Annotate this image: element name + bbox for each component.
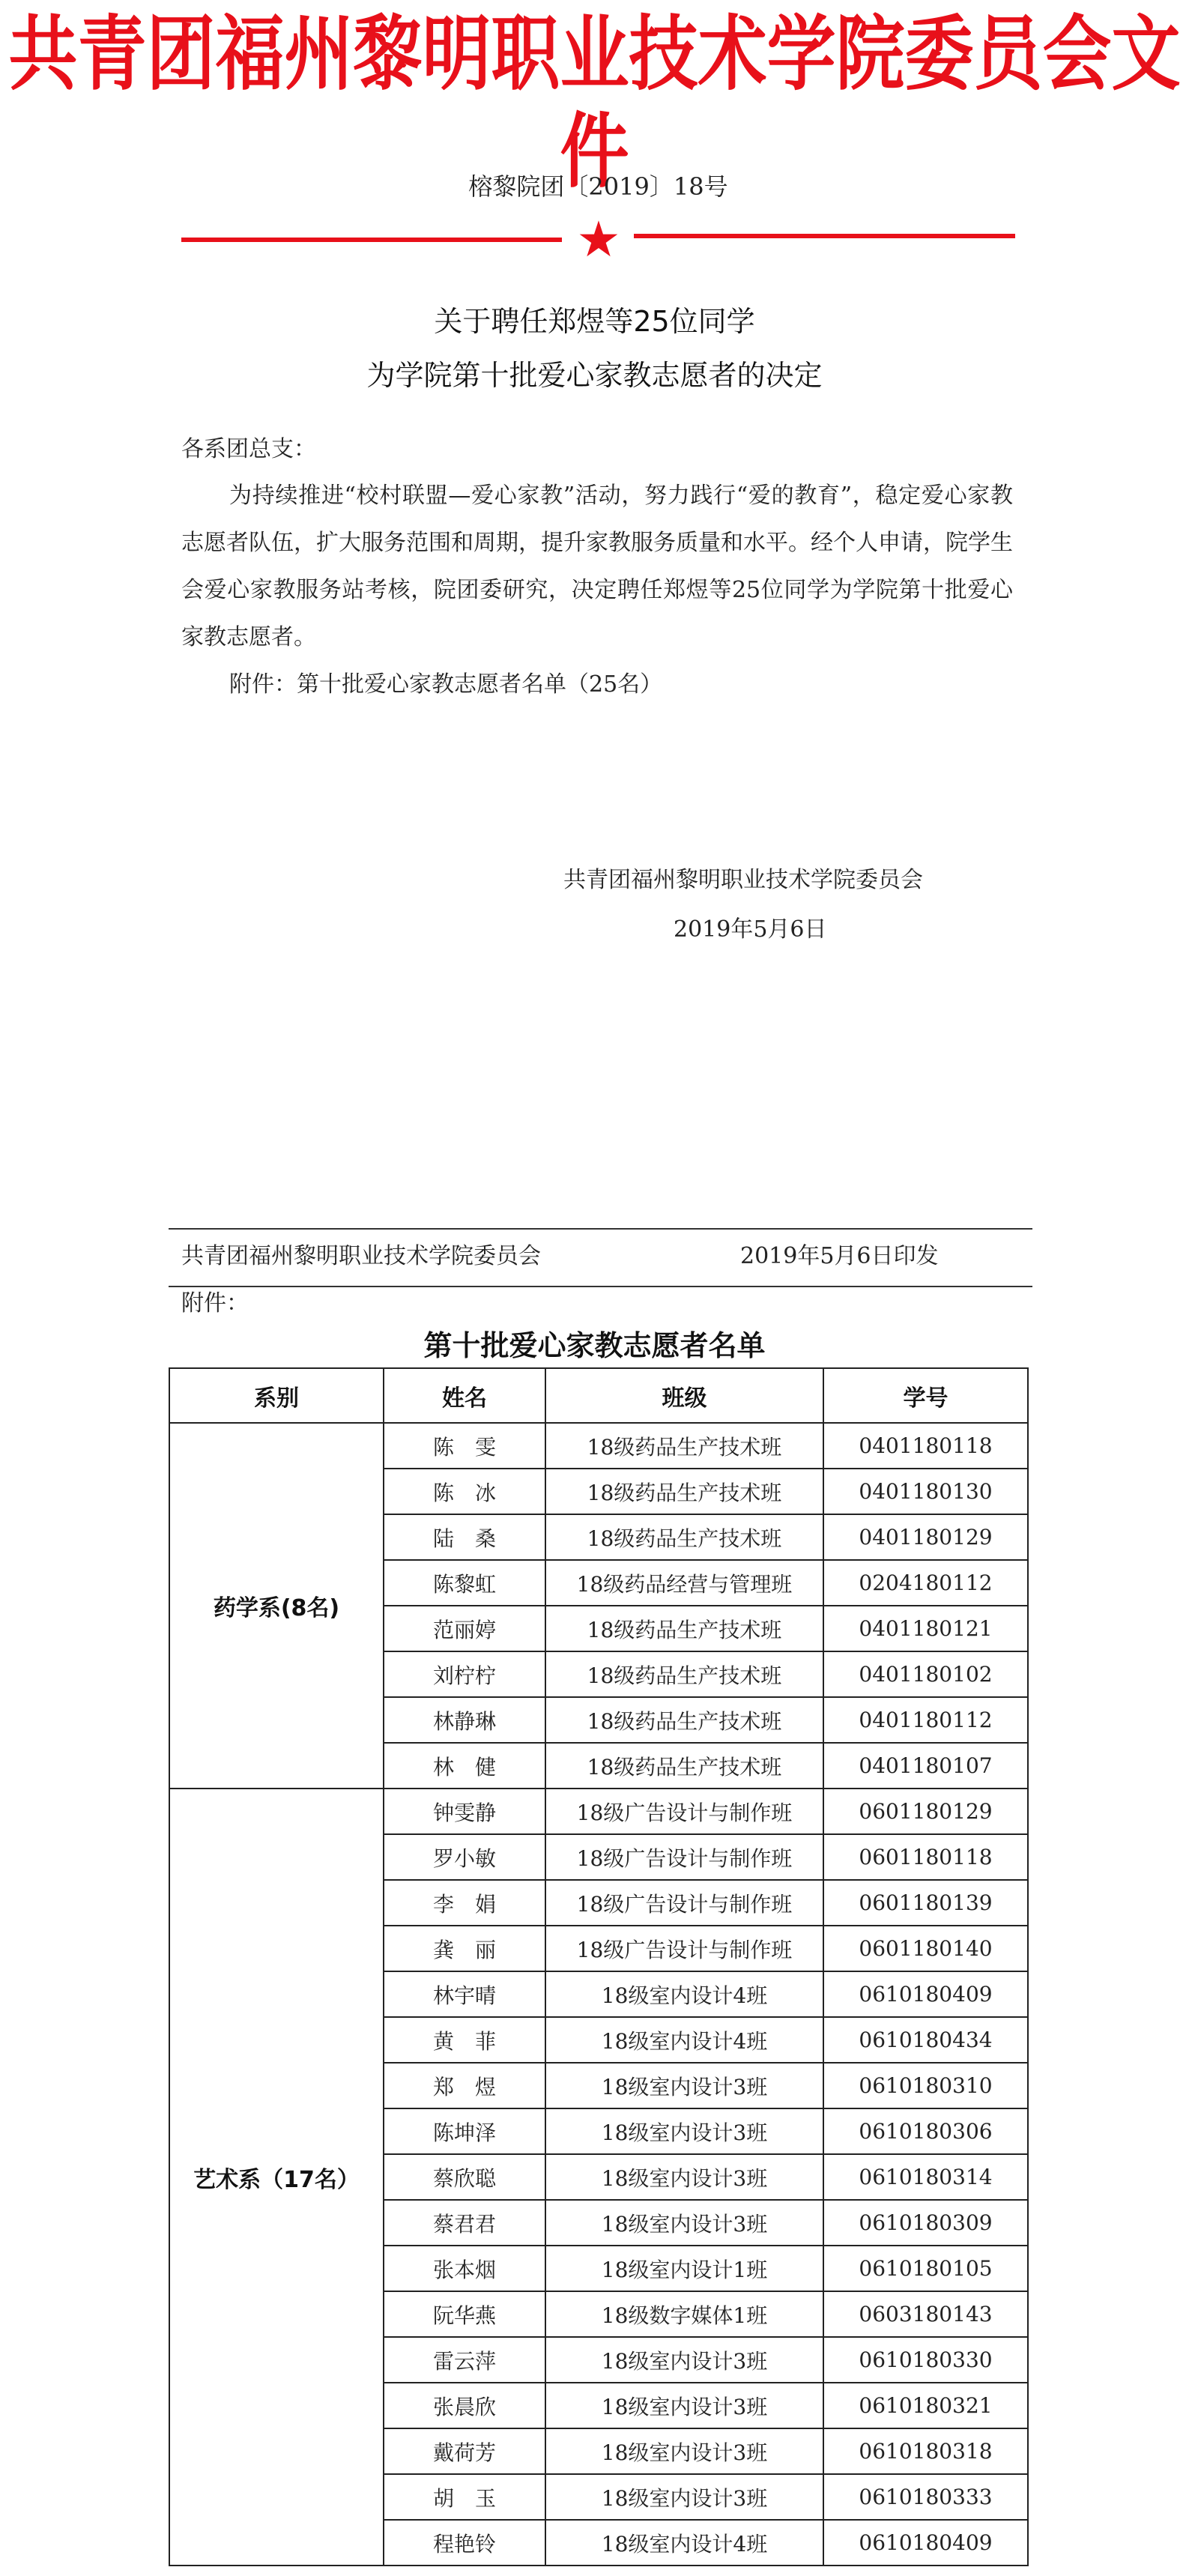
class-cell: 18级室内设计3班 bbox=[545, 2200, 823, 2246]
student-id-cell: 0610180434 bbox=[823, 2017, 1028, 2063]
name-cell: 陈 冰 bbox=[384, 1469, 545, 1514]
class-cell: 18级室内设计3班 bbox=[545, 2063, 823, 2108]
student-id-cell: 0204180112 bbox=[823, 1560, 1028, 1606]
name-cell: 张本烟 bbox=[384, 2246, 545, 2291]
footer-organization: 共青团福州黎明职业技术学院委员会 bbox=[181, 1243, 541, 1269]
column-header-department: 系别 bbox=[169, 1368, 384, 1423]
name-cell: 李 娟 bbox=[384, 1880, 545, 1926]
student-id-cell: 0401180102 bbox=[823, 1651, 1028, 1697]
signature-date: 2019年5月6日 bbox=[674, 916, 827, 943]
name-cell: 陈黎虹 bbox=[384, 1560, 545, 1606]
student-id-cell: 0401180118 bbox=[823, 1423, 1028, 1469]
attachment-label: 附件： bbox=[181, 1290, 249, 1316]
class-cell: 18级药品生产技术班 bbox=[545, 1514, 823, 1560]
student-id-cell: 0401180121 bbox=[823, 1606, 1028, 1651]
column-header-name: 姓名 bbox=[384, 1368, 545, 1423]
document-title-line-1: 关于聘任郑煜等25位同学 bbox=[434, 305, 755, 338]
student-id-cell: 0610180314 bbox=[823, 2154, 1028, 2200]
name-cell: 陈坤泽 bbox=[384, 2108, 545, 2154]
class-cell: 18级数字媒体1班 bbox=[545, 2291, 823, 2337]
column-header-student-id: 学号 bbox=[823, 1368, 1028, 1423]
name-cell: 陈 雯 bbox=[384, 1423, 545, 1469]
red-divider-left bbox=[181, 238, 562, 242]
name-cell: 林静琳 bbox=[384, 1697, 545, 1743]
student-id-cell: 0601180129 bbox=[823, 1789, 1028, 1834]
class-cell: 18级室内设计3班 bbox=[545, 2428, 823, 2474]
name-cell: 张晨欣 bbox=[384, 2383, 545, 2428]
student-id-cell: 0401180107 bbox=[823, 1743, 1028, 1789]
name-cell: 黄 菲 bbox=[384, 2017, 545, 2063]
name-cell: 龚 丽 bbox=[384, 1926, 545, 1971]
student-id-cell: 0601180139 bbox=[823, 1880, 1028, 1926]
salutation: 各系团总支： bbox=[181, 436, 316, 462]
class-cell: 18级室内设计4班 bbox=[545, 1971, 823, 2017]
student-id-cell: 0610180318 bbox=[823, 2428, 1028, 2474]
class-cell: 18级室内设计3班 bbox=[545, 2154, 823, 2200]
name-cell: 蔡君君 bbox=[384, 2200, 545, 2246]
student-id-cell: 0610180105 bbox=[823, 2246, 1028, 2291]
student-id-cell: 0610180333 bbox=[823, 2474, 1028, 2520]
class-cell: 18级室内设计4班 bbox=[545, 2017, 823, 2063]
class-cell: 18级药品生产技术班 bbox=[545, 1469, 823, 1514]
class-cell: 18级室内设计3班 bbox=[545, 2474, 823, 2520]
student-id-cell: 0601180140 bbox=[823, 1926, 1028, 1971]
name-cell: 罗小敏 bbox=[384, 1834, 545, 1880]
class-cell: 18级药品经营与管理班 bbox=[545, 1560, 823, 1606]
volunteer-list-title: 第十批爱心家教志愿者名单 bbox=[423, 1329, 766, 1362]
student-id-cell: 0601180118 bbox=[823, 1834, 1028, 1880]
class-cell: 18级广告设计与制作班 bbox=[545, 1834, 823, 1880]
class-cell: 18级广告设计与制作班 bbox=[545, 1880, 823, 1926]
issuer-letterhead: 共青团福州黎明职业技术学院委员会文件 bbox=[8, 7, 1181, 199]
student-id-cell: 0401180112 bbox=[823, 1697, 1028, 1743]
name-cell: 陆 桑 bbox=[384, 1514, 545, 1560]
class-cell: 18级广告设计与制作班 bbox=[545, 1789, 823, 1834]
class-cell: 18级室内设计3班 bbox=[545, 2337, 823, 2383]
name-cell: 雷云萍 bbox=[384, 2337, 545, 2383]
footer-rule-top bbox=[169, 1228, 1032, 1230]
class-cell: 18级药品生产技术班 bbox=[545, 1697, 823, 1743]
name-cell: 蔡欣聪 bbox=[384, 2154, 545, 2200]
department-cell: 药学系(8名) bbox=[169, 1423, 384, 1789]
star-icon: ★ bbox=[576, 211, 621, 268]
signature-organization: 共青团福州黎明职业技术学院委员会 bbox=[563, 867, 923, 893]
student-id-cell: 0610180330 bbox=[823, 2337, 1028, 2383]
footer-rule-bottom bbox=[169, 1286, 1032, 1287]
volunteer-table bbox=[169, 1367, 1029, 2566]
class-cell: 18级室内设计3班 bbox=[545, 2108, 823, 2154]
student-id-cell: 0610180321 bbox=[823, 2383, 1028, 2428]
class-cell: 18级药品生产技术班 bbox=[545, 1606, 823, 1651]
student-id-cell: 0610180409 bbox=[823, 2520, 1028, 2566]
class-cell: 18级药品生产技术班 bbox=[545, 1743, 823, 1789]
student-id-cell: 0610180409 bbox=[823, 1971, 1028, 2017]
name-cell: 林宇晴 bbox=[384, 1971, 545, 2017]
table-row bbox=[169, 1789, 1028, 1834]
name-cell: 戴荷芳 bbox=[384, 2428, 545, 2474]
name-cell: 范丽婷 bbox=[384, 1606, 545, 1651]
class-cell: 18级药品生产技术班 bbox=[545, 1423, 823, 1469]
class-cell: 18级室内设计3班 bbox=[545, 2383, 823, 2428]
document-title-line-2: 为学院第十批爱心家教志愿者的决定 bbox=[366, 359, 823, 392]
class-cell: 18级室内设计4班 bbox=[545, 2520, 823, 2566]
student-id-cell: 0610180309 bbox=[823, 2200, 1028, 2246]
student-id-cell: 0401180130 bbox=[823, 1469, 1028, 1514]
class-cell: 18级室内设计1班 bbox=[545, 2246, 823, 2291]
student-id-cell: 0603180143 bbox=[823, 2291, 1028, 2337]
department-cell: 艺术系（17名） bbox=[169, 1789, 384, 2566]
column-header-class: 班级 bbox=[545, 1368, 823, 1423]
name-cell: 阮华燕 bbox=[384, 2291, 545, 2337]
name-cell: 程艳铃 bbox=[384, 2520, 545, 2566]
name-cell: 郑 煜 bbox=[384, 2063, 545, 2108]
student-id-cell: 0610180310 bbox=[823, 2063, 1028, 2108]
table-header-row bbox=[169, 1368, 1028, 1423]
name-cell: 胡 玉 bbox=[384, 2474, 545, 2520]
red-divider-right bbox=[634, 234, 1015, 238]
body-paragraph: 为持续推进“校村联盟—爱心家教”活动，努力践行“爱的教育”，稳定爱心家教志愿者队伍，扩大服务范围和周期，提升家教服务质量和水平。经个人申请，院学生会爱心家教服务站考核，院团委研究，决定聘任郑煜等25位同学为学院第十批爱心家教志愿者。 bbox=[181, 483, 1013, 650]
student-id-cell: 0610180306 bbox=[823, 2108, 1028, 2154]
student-id-cell: 0401180129 bbox=[823, 1514, 1028, 1560]
name-cell: 刘柠柠 bbox=[384, 1651, 545, 1697]
name-cell: 林 健 bbox=[384, 1743, 545, 1789]
footer-issue-date: 2019年5月6日印发 bbox=[740, 1243, 939, 1269]
attachment-note: 附件：第十批爱心家教志愿者名单（25名） bbox=[229, 671, 663, 698]
name-cell: 钟雯静 bbox=[384, 1789, 545, 1834]
table-row bbox=[169, 1423, 1028, 1469]
document-number: 榕黎院团〔2019〕18号 bbox=[468, 172, 728, 201]
class-cell: 18级广告设计与制作班 bbox=[545, 1926, 823, 1971]
class-cell: 18级药品生产技术班 bbox=[545, 1651, 823, 1697]
